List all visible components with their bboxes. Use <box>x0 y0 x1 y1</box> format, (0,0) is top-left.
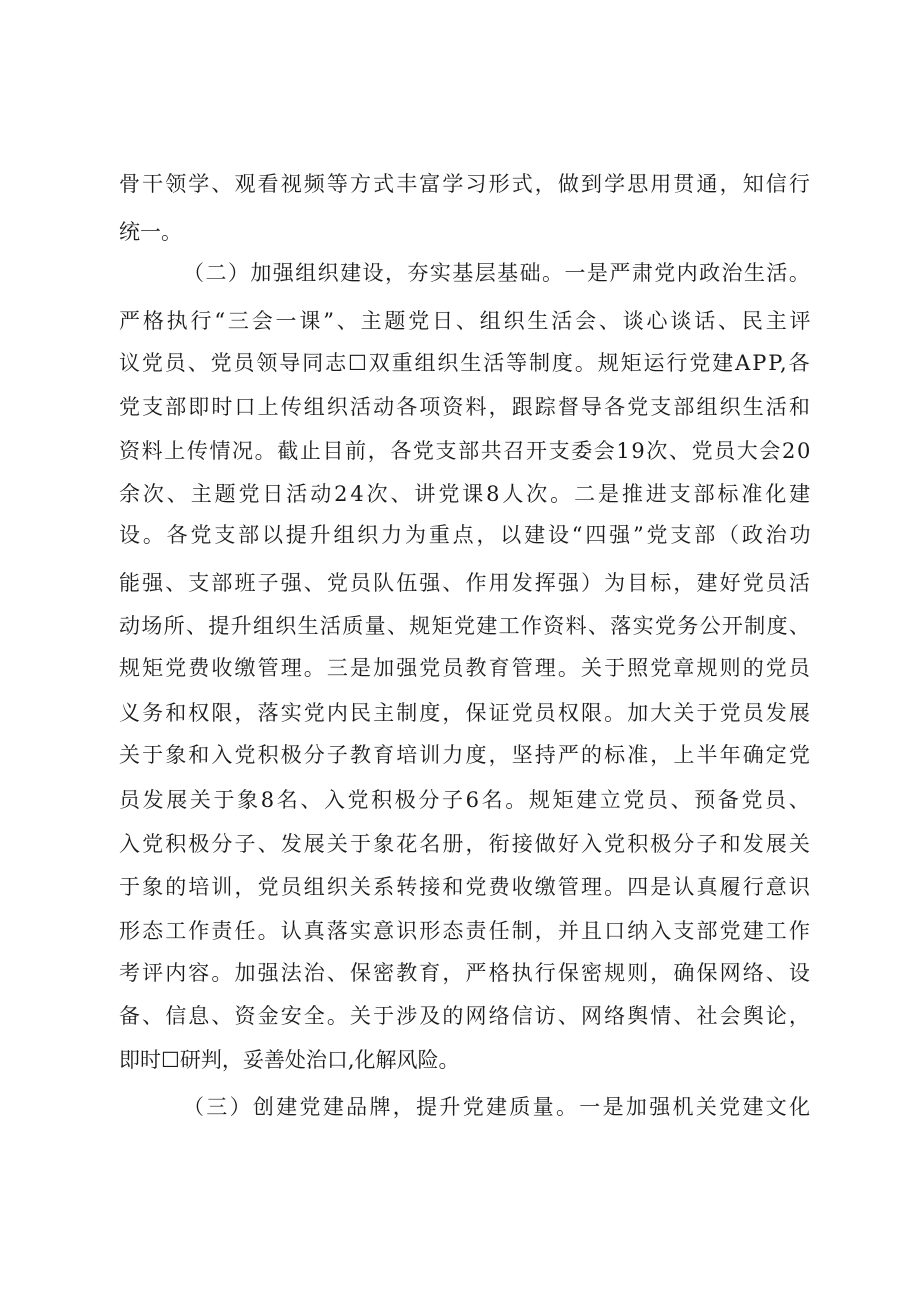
text-line: 入党积极分子、发展关于象花名册，衔接做好入党积极分子和发展关 <box>119 832 812 856</box>
text-line: （二）加强组织建设，夯实基层基础。一是严肃党内政治生活。 <box>183 261 812 285</box>
text-line: 规矩党费收缴管理。三是加强党员教育管理。关于照党章规则的党员 <box>119 656 812 680</box>
text-line: 能强、支部班子强、党员队伍强、作用发挥强）为目标，建好党员活 <box>119 571 812 595</box>
text-line: 动场所、提升组织生活质量、规矩党建工作资料、落实党务公开制度、 <box>119 614 812 638</box>
text-line: 余次、主题党日活动24次、讲党课8人次。二是推进支部标准化建 <box>119 482 814 506</box>
text-line: 即时☐研判，妥善处治口,化解风险。 <box>119 1048 460 1072</box>
text-line: 员发展关于象8名、入党积极分子6名。规矩建立党员、预备党员、 <box>119 788 813 812</box>
text-line: 义务和权限，落实党内民主制度，保证党员权限。加大关于党员发展 <box>119 701 812 725</box>
text-line: 于象的培训，党员组织关系转接和党费收缴管理。四是认真履行意识 <box>119 875 812 899</box>
text-line: 严格执行“三会一课”、主题党日、组织生活会、谈心谈话、民主评 <box>119 309 814 333</box>
text-line: 考评内容。加强法治、保密教育，严格执行保密规则，确保网络、设 <box>119 961 812 985</box>
text-line: 议党员、党员领导同志☐双重组织生活等制度。规矩运行党建APP,各 <box>119 351 812 375</box>
text-line: 资料上传情况。截止目前，各党支部共召开支委会19次、党员大会20 <box>119 439 812 463</box>
text-line: 统一。 <box>119 220 182 244</box>
text-line: （三）创建党建品牌，提升党建质量。一是加强机关党建文化 <box>183 1095 813 1119</box>
text-line: 备、信息、资金安全。关于涉及的网络信访、网络舆情、社会舆论， <box>119 1004 812 1028</box>
text-line: 关于象和入党积极分子教育培训力度，坚持严的标准，上半年确定党 <box>119 743 812 767</box>
text-line: 设。各党支部以提升组织力为重点，以建设“四强”党支部（政治功 <box>119 523 814 547</box>
text-line: 骨干领学、观看视频等方式丰富学习形式，做到学思用贯通，知信行 <box>119 172 812 196</box>
text-line: 形态工作责任。认真落实意识形态责任制，并且口纳入支部党建工作 <box>119 919 812 943</box>
text-line: 党支部即时口上传组织活动各项资料，跟踪督导各党支部组织生活和 <box>119 395 812 419</box>
